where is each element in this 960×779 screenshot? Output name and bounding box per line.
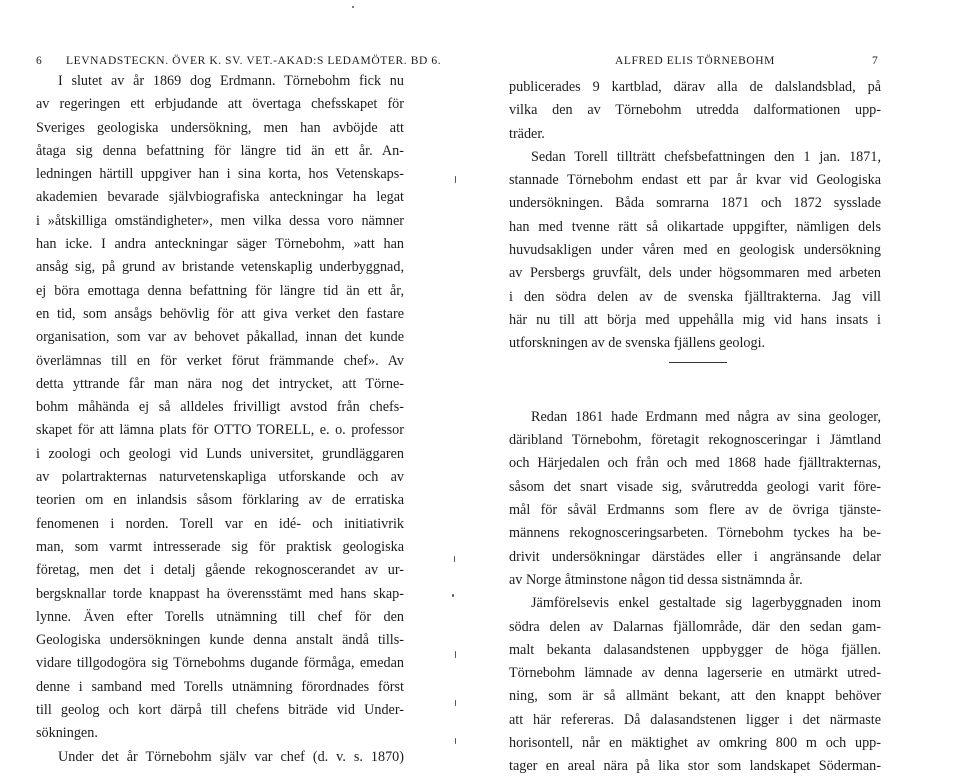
text-line: Redan 1861 hade Erdmann med några av sina geologer, xyxy=(531,408,881,425)
text-line: Under det år Törnebohm själv var chef (d. v. s. 1870) xyxy=(58,748,404,765)
section-rule xyxy=(509,356,881,379)
text-line: bergsknallar torde knappast ha överensstämt med hans skap- xyxy=(36,585,404,602)
scan-speck xyxy=(352,6,354,8)
text-line: i den södra delen av de svenska fjälltrakterna. Jag vill xyxy=(509,288,881,305)
text-line: överlämnas till en för verket förut främmande chef». Av xyxy=(36,352,404,369)
text-line: av polartrakternas naturvetenskapliga utforskande och av xyxy=(36,469,404,486)
text-line: utforskningen av de svenska fjällens geologi. xyxy=(509,335,766,352)
left-text-column xyxy=(36,70,404,769)
text-line: att här refereras. Då dalasandstenen ligger i det närmaste xyxy=(509,711,881,728)
right-page-number: 7 xyxy=(872,55,879,67)
scan-speck xyxy=(455,738,456,744)
text-line: tager en areal nära på lika stor som landskapet Söderman- xyxy=(509,758,881,775)
left-page xyxy=(0,0,470,765)
text-line: denne i samband med Torells utnämning förordnades först xyxy=(36,678,404,695)
text-line: männens rekognosceringsarbeten. Törnebohm tyckes ha be- xyxy=(509,525,881,542)
text-line: teorien om en inlandsis såsom förklaring av de erratiska xyxy=(36,492,404,509)
scan-speck xyxy=(455,700,456,706)
text-line: i »åtskilliga omständigheter», men vilka dessa voro nämner xyxy=(36,212,404,229)
text-line: ej böra emottaga denna befattning för längre tid än ett år, xyxy=(36,282,404,299)
text-line: I slutet av år 1869 dog Erdmann. Törnebohm fick nu xyxy=(58,73,404,89)
text-line: åtaga sig denna befattning för längre tid än ett år. An- xyxy=(36,142,404,159)
text-line: en tid, som ansågs behövlig för att giva verket den fastare xyxy=(36,305,404,322)
text-line: södra delen av Dalarnas fjällområde, där den sedan gam- xyxy=(509,618,881,635)
text-line: stannade Törnebohm endast ett par år kvar vid Geologiska xyxy=(509,172,881,189)
text-line: Sveriges geologiska undersökning, men han avböjde att xyxy=(36,119,404,136)
text-line: Geologiska undersökningen kunde denna anstalt ändå tills- xyxy=(36,632,404,649)
text-line: drivit undersökningar därstädes eller i angränsande delar xyxy=(509,548,881,565)
right-page xyxy=(490,0,960,775)
text-line: mål för såväl Erdmanns som flere av de övriga tjänste- xyxy=(509,502,881,519)
text-line: undersökningen. Båda somrarna 1871 och 1872 sysslade xyxy=(509,195,881,212)
text-line: sökningen. xyxy=(36,725,98,742)
text-line: och Härjedalen och från och med 1868 hade fjälltrakternas, xyxy=(509,455,881,472)
text-line: akademien bevarade självbiografiska anteckningar ha legat xyxy=(36,189,404,206)
text-line: av regeringen ett erbjudande att övertaga chefsskapet för xyxy=(36,96,404,113)
text-line: vilka den av Törnebohm utredda dalformationen upp- xyxy=(509,102,881,119)
scan-speck xyxy=(452,594,454,597)
scan-speck xyxy=(455,651,456,658)
scan-speck xyxy=(455,176,456,183)
left-page-number: 6 xyxy=(36,55,43,67)
text-line: ning, som är så allmänt bekant, att den knappt behöver xyxy=(509,688,881,705)
right-text-column xyxy=(509,76,881,779)
text-line: träder. xyxy=(509,125,545,142)
text-line: lynne. Även efter Torells utnämning till chef för den xyxy=(36,608,404,625)
text-line: skapet för att lämna plats för OTTO TORELL, e. o. professor xyxy=(36,422,404,439)
section-gap xyxy=(509,379,881,406)
text-line: däribland Törnebohm, företagit rekognosceringar i Jämtland xyxy=(509,432,881,449)
left-running-head: LEVNADSTECKN. ÖVER K. SV. VET.-AKAD:S LEDAMÖTER. BD 6. xyxy=(66,55,442,67)
text-line: vidare tillgodogöra sig Törnebohms dugande förmåga, emedan xyxy=(36,655,404,672)
text-line: i zoologi och geologi vid Lunds universitet, grundläggaren xyxy=(36,445,404,462)
text-line: organisation, som var av behovet påkallad, innan det kunde xyxy=(36,329,404,346)
text-line: Törnebohm lämnade av denna lagerserie en utmärkt utred- xyxy=(509,665,881,682)
text-line: publicerades 9 kartblad, därav alla de dalslandsblad, på xyxy=(509,79,881,95)
text-line: fenomenen i norden. Torell var en idé- och initiativrik xyxy=(36,515,404,532)
text-line: här nu till att börja med uppehålla mig vid hans insats i xyxy=(509,311,881,328)
text-line: ledningen härtill uppgiver han i sina korta, hos Vetenskaps- xyxy=(36,166,404,183)
text-line: horisontell, når en mäktighet av omkring 800 m och upp- xyxy=(509,735,881,752)
text-line: av Norge åtminstone någon tid dessa sistnämnda år. xyxy=(509,571,803,588)
scan-speck xyxy=(454,556,455,562)
text-line: detta yttrande får man nära nog det intrycket, att Törne- xyxy=(36,375,404,392)
text-line: huvudsakligen under våren med en geologisk undersökning xyxy=(509,242,881,259)
text-line: han med tvenne rätt så olikartade uppgifter, nämligen dels xyxy=(509,218,881,235)
text-line: bohm måhända ej så alldeles frivilligt avstod från chefs- xyxy=(36,399,404,416)
text-line: Jämförelsevis enkel gestaltade sig lagerbyggnaden inom xyxy=(531,595,881,612)
text-line: han icke. I andra anteckningar säger Törnebohm, »att han xyxy=(36,236,404,253)
text-line: såsom det snart visade sig, svårutredda geologi varit före- xyxy=(509,478,881,495)
text-line: man, som varmt intresserade sig för praktisk geologiska xyxy=(36,538,404,555)
text-line: till geolog och kort därpå till chefens biträde vid Under- xyxy=(36,702,404,719)
text-line: av Persbergs gruvfält, dels under högsommaren med arbeten xyxy=(509,265,881,282)
text-line: malt bekanta dalasandstenen uppbygger de höga fjällen. xyxy=(509,641,881,658)
text-line: företag, men det i detalj gående rekognoscerandet av ur- xyxy=(36,562,404,579)
text-line: Sedan Torell tillträtt chefsbefattningen den 1 jan. 1871, xyxy=(531,148,881,165)
right-running-head: ALFRED ELIS TÖRNEBOHM xyxy=(615,55,775,67)
text-line: ansåg sig, på grund av bristande vetenskaplig underbyggnad, xyxy=(36,259,404,276)
